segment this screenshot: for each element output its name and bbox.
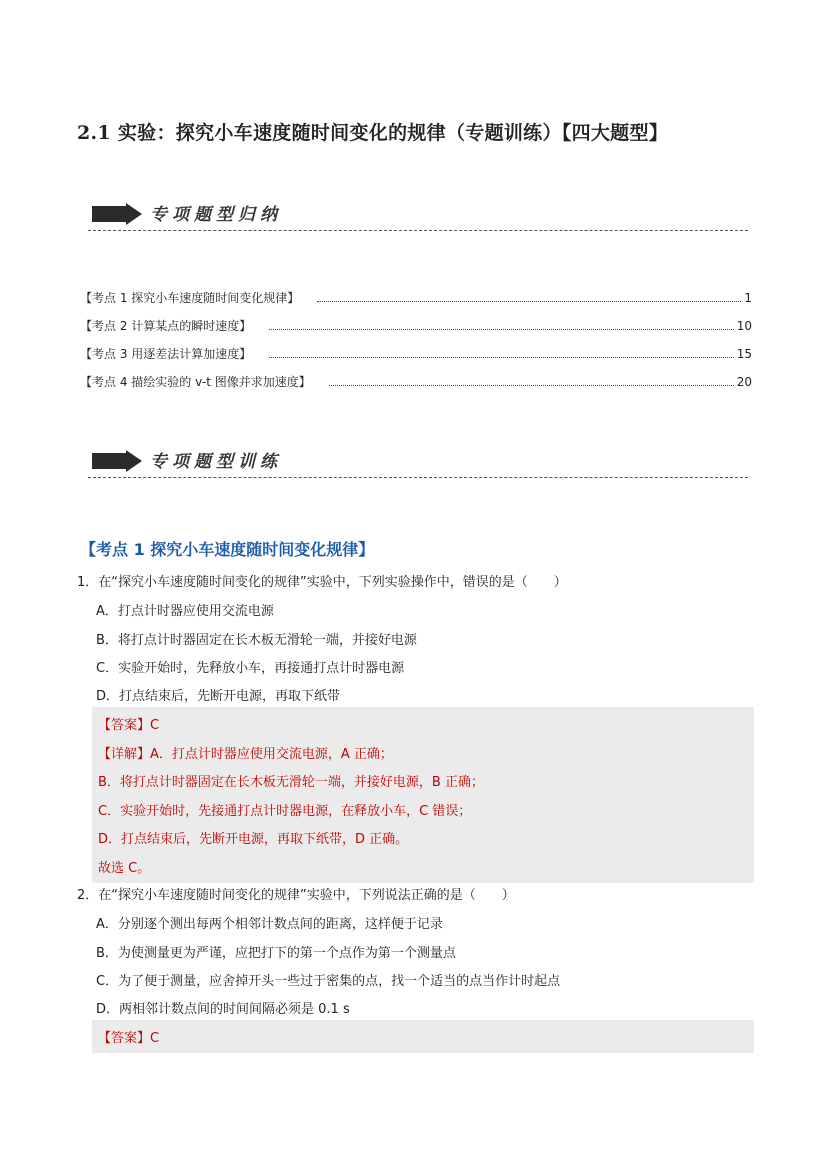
- arrow-icon: [92, 203, 142, 225]
- banner-title: 专项题型归纳: [150, 205, 282, 225]
- answer: 【答案】C: [98, 1031, 160, 1046]
- section-banner-summary: [88, 199, 748, 229]
- toc-page: 1: [744, 291, 752, 305]
- question-2-option-b: B．为使测量更为严谨，应把打下的第一个点作为第一个测量点: [96, 946, 456, 961]
- section-heading: 【考点 1 探究小车速度随时间变化规律】: [80, 540, 375, 559]
- detail-line: 【详解】A．打点计时器应使用交流电源，A 正确；: [98, 747, 393, 762]
- toc-item-2[interactable]: [80, 318, 752, 334]
- banner-title: 专项题型训练: [150, 452, 282, 472]
- question-1-option-c: C．实验开始时，先释放小车，再接通打点计时器电源: [96, 661, 405, 676]
- detail-line: D．打点结束后，先断开电源，再取下纸带，D 正确。: [98, 832, 409, 847]
- toc-item-1[interactable]: [80, 290, 752, 306]
- answer: 【答案】C: [98, 718, 160, 733]
- question-1-option-b: B．将打点计时器固定在长木板无滑轮一端，并接好电源: [96, 633, 417, 648]
- toc-label: 【考点 3 用逐差法计算加速度】: [80, 347, 252, 361]
- toc-page: 20: [736, 375, 752, 389]
- question-2-stem: 2．在“探究小车速度随时间变化的规律”实验中，下列说法正确的是（ ）: [77, 888, 515, 903]
- question-1-stem: 1．在“探究小车速度随时间变化的规律”实验中，下列实验操作中，错误的是（ ）: [77, 575, 567, 590]
- toc-item-3[interactable]: [80, 346, 752, 362]
- answer-box-1: [92, 707, 754, 883]
- toc-label: 【考点 4 描绘实验的 v-t 图像并求加速度】: [80, 375, 311, 389]
- answer-box-2: [92, 1020, 754, 1053]
- toc-item-4[interactable]: [80, 374, 752, 390]
- detail-line: 故选 C。: [98, 861, 151, 876]
- question-1-option-d: D．打点结束后，先断开电源，再取下纸带: [96, 689, 341, 704]
- toc-label: 【考点 2 计算某点的瞬时速度】: [80, 319, 252, 333]
- arrow-icon: [92, 450, 142, 472]
- question-2-option-a: A．分别逐个测出每两个相邻计数点间的距离，这样便于记录: [96, 917, 443, 932]
- page-title: 2.1 实验：探究小车速度随时间变化的规律（专题训练）【四大题型】: [77, 122, 669, 144]
- detail-line: C．实验开始时，先接通打点计时器电源，在释放小车，C 错误；: [98, 804, 472, 819]
- toc-label: 【考点 1 探究小车速度随时间变化规律】: [80, 291, 300, 305]
- question-1-option-a: A．打点计时器应使用交流电源: [96, 604, 274, 619]
- toc-page: 10: [736, 319, 752, 333]
- question-2-option-c: C．为了便于测量，应舍掉开头一些过于密集的点，找一个适当的点当作计时起点: [96, 974, 561, 989]
- question-2-option-d: D．两相邻计数点间的时间间隔必须是 0.1 s: [96, 1002, 350, 1017]
- detail-line: B．将打点计时器固定在长木板无滑轮一端，并接好电源，B 正确；: [98, 775, 484, 790]
- section-banner-training: [88, 446, 748, 476]
- toc-page: 15: [736, 347, 752, 361]
